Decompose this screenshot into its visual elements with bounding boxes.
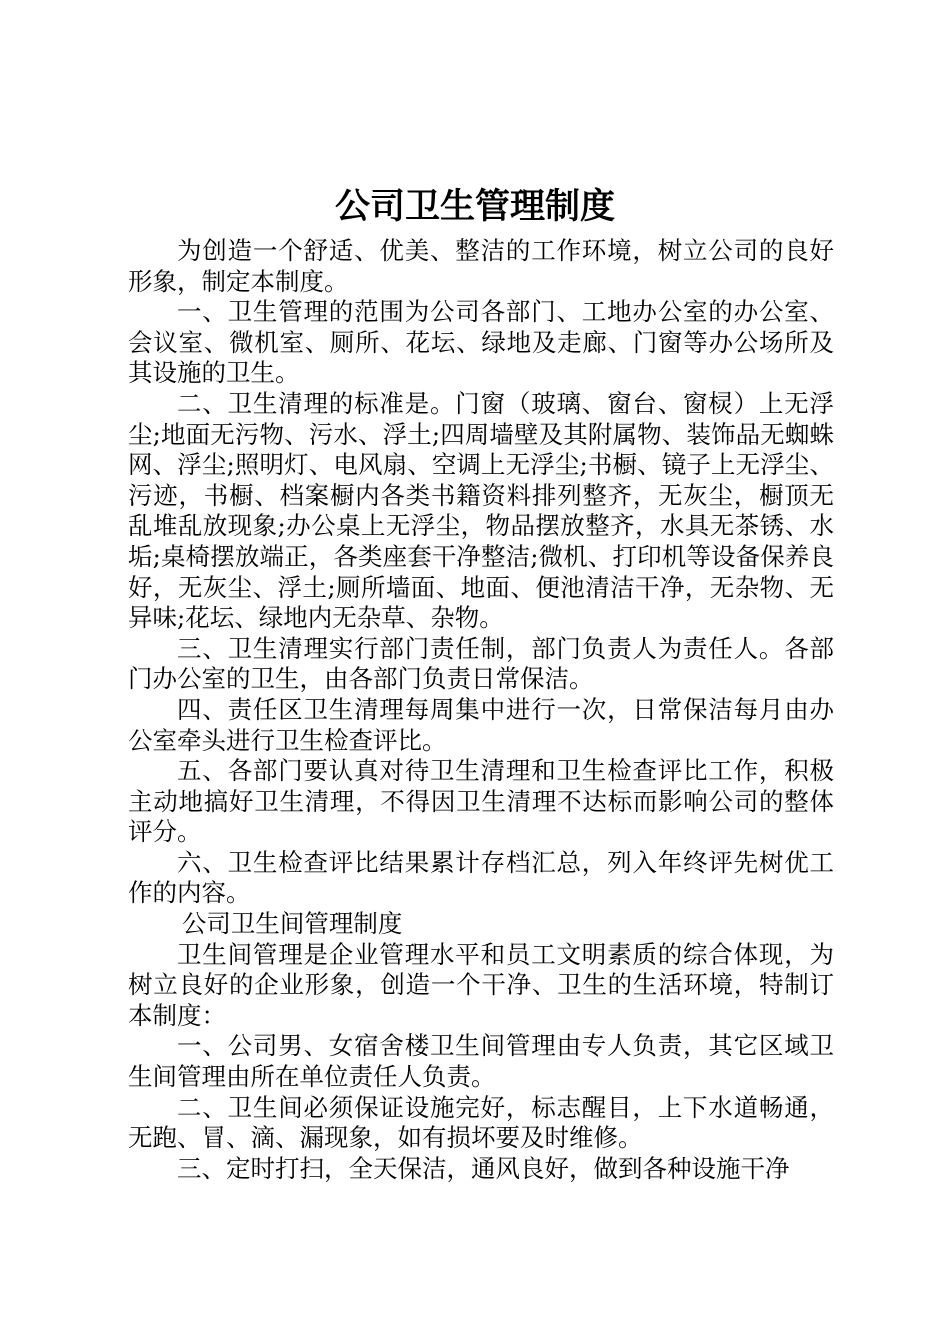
paragraph-restroom-2: 二、卫生间必须保证设施完好，标志醒目，上下水道畅通，无跑、冒、滴、漏现象，如有损坏要及时维修。 <box>128 1092 834 1153</box>
paragraph-results: 六、卫生检查评比结果累计存档汇总，列入年终评先树优工作的内容。 <box>128 847 834 908</box>
paragraph-scope: 一、卫生管理的范围为公司各部门、工地办公室的办公室、会议室、微机室、厕所、花坛、绿地及走廊、门窗等办公场所及其设施的卫生。 <box>128 297 834 388</box>
document-body <box>128 236 834 1184</box>
paragraph-departments: 五、各部门要认真对待卫生清理和卫生检查评比工作，积极主动地搞好卫生清理，不得因卫生清理不达标而影响公司的整体评分。 <box>128 756 834 847</box>
paragraph-restroom-1: 一、公司男、女宿舍楼卫生间管理由专人负责，其它区域卫生间管理由所在单位责任人负责。 <box>128 1031 834 1092</box>
paragraph-inspection: 四、责任区卫生清理每周集中进行一次，日常保洁每月由办公室牵头进行卫生检查评比。 <box>128 694 834 755</box>
paragraph-restroom-3: 三、定时打扫，全天保洁，通风良好，做到各种设施干净 <box>177 1153 790 1183</box>
paragraph-restroom-intro: 卫生间管理是企业管理水平和员工文明素质的综合体现，为树立良好的企业形象，创造一个干净、卫生的生活环境，特制订本制度： <box>128 939 834 1030</box>
section-subheading: 公司卫生间管理制度 <box>181 909 403 939</box>
paragraph-responsibility: 三、卫生清理实行部门责任制，部门负责人为责任人。各部门办公室的卫生，由各部门负责日常保洁。 <box>128 633 834 694</box>
paragraph-intro: 为创造一个舒适、优美、整洁的工作环境，树立公司的良好形象，制定本制度。 <box>128 236 834 296</box>
document-title: 公司卫生管理制度 <box>334 186 615 227</box>
paragraph-standards: 二、卫生清理的标准是。门窗（玻璃、窗台、窗棂）上无浮尘;地面无污物、污水、浮土;四周墙壁及其附属物、装饰品无蜘蛛网、浮尘;照明灯、电风扇、空调上无浮尘;书橱、镜子上无浮尘、污迹，书橱、档案橱内各类书籍资料排列整齐，无灰尘，橱顶无乱堆乱放现象;办公桌上无浮尘，物品摆放整齐，水具无茶锈、水垢;桌椅摆放端正，各类座套干净整洁;微机、打印机等设备保养良好，无灰尘、浮土;厕所墙面、地面、便池清洁干净，无杂物、无异味;花坛、绿地内无杂草、杂物。 <box>128 388 834 633</box>
